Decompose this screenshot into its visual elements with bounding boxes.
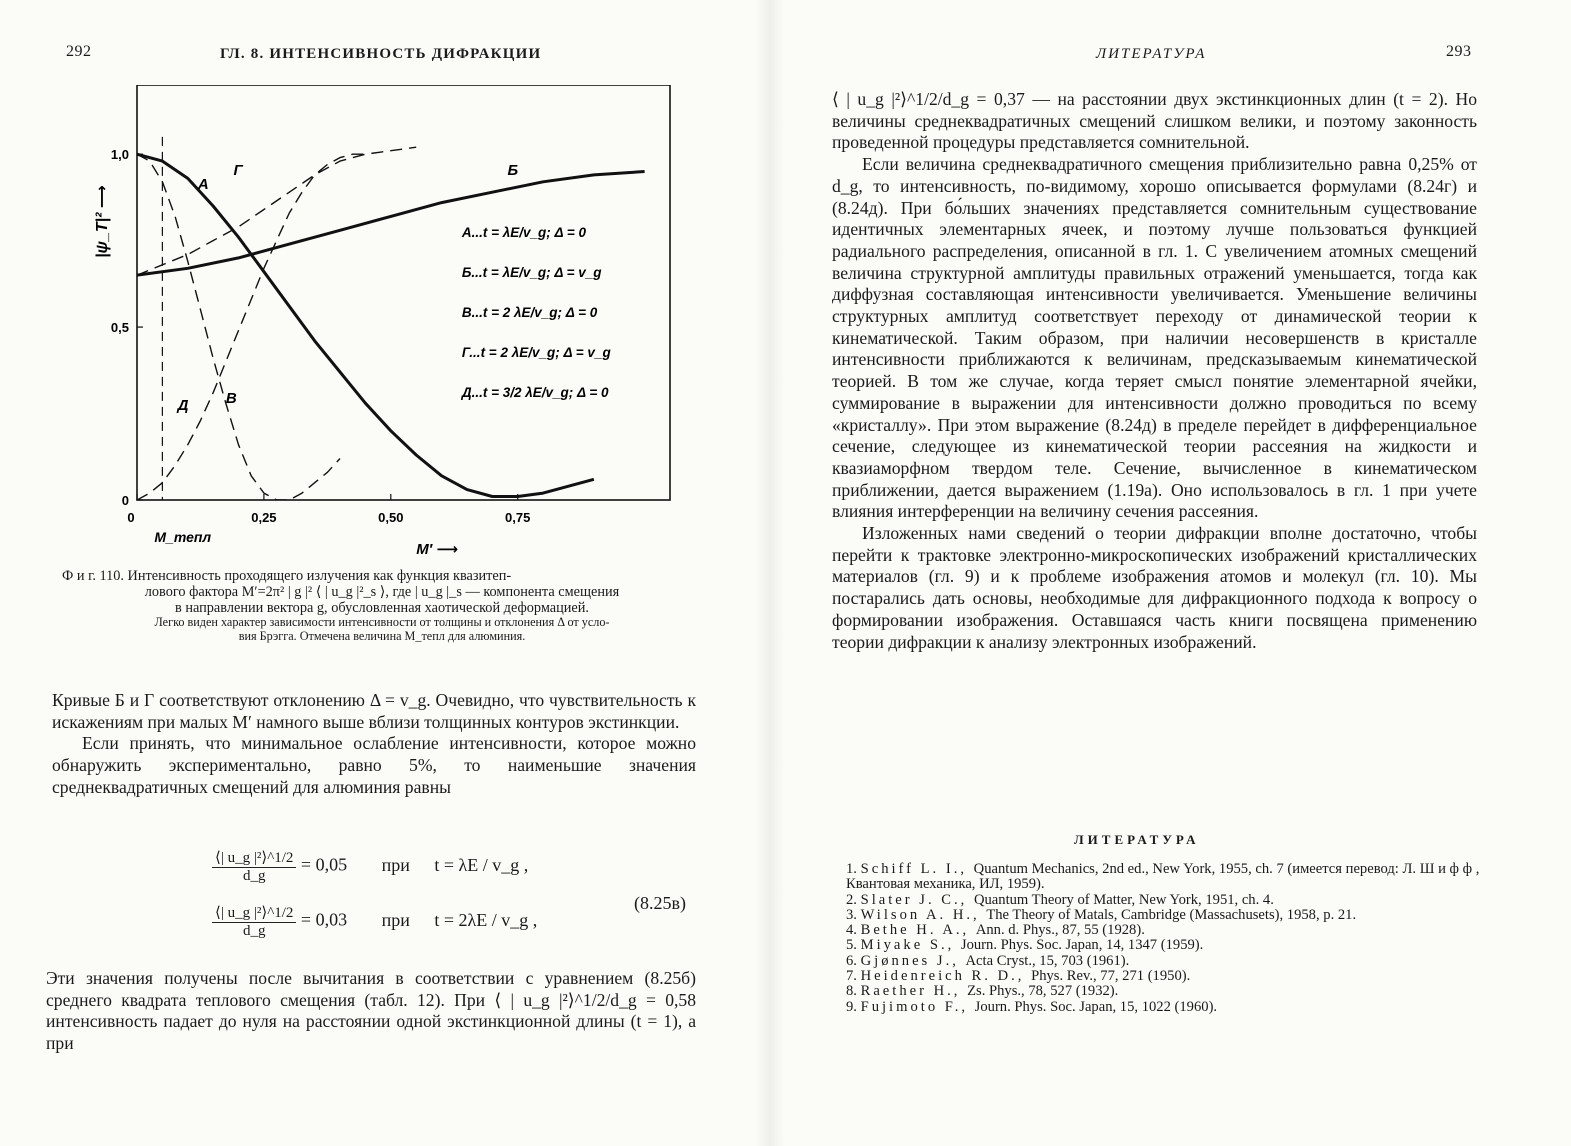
- reference-author: Heidenreich R. D.,: [860, 968, 1032, 985]
- caption-line: Ф и г. 110. Интенсивность проходящего излучения как функция квазитеп-: [62, 568, 512, 584]
- reference-item: [846, 969, 1486, 984]
- curve-label-Г: Г: [233, 161, 243, 179]
- legend-entry: Г...t = 2 λE/v_g; Δ = v_g: [461, 345, 611, 361]
- eq-word: при: [381, 854, 410, 875]
- reference-text: Zs. Phys., 78, 527 (1932).: [967, 983, 1119, 1000]
- series-line-Г: [137, 147, 416, 275]
- reference-item: [846, 862, 1486, 893]
- m-tepl-label: M_тепл: [154, 529, 212, 545]
- paragraph: Изложенных нами сведений о теории дифракции вполне достаточно, чтобы перейти к трактовке электронно-микроскопических изображений кристаллических материалов (гл. 9) и к проблеме изображения атомов и молекул (гл. 10). Мы постарались дать основы, необходимые для дифракционного подхода к вопросу о формировании изображения. Оставшаяся часть книги посвящена применению теории дифракции к анализу электронных изображений.: [832, 523, 1477, 652]
- eq-word: при: [381, 909, 410, 930]
- reference-item: [846, 984, 1486, 999]
- reference-number: 4.: [846, 922, 861, 939]
- references-list: [846, 862, 1486, 1015]
- page-number: 293: [1446, 43, 1472, 60]
- right-body-text: [832, 89, 1477, 653]
- reference-number: 8.: [846, 983, 861, 1000]
- eq-value: = 0,05: [300, 854, 348, 875]
- reference-author: Fujimoto F.,: [860, 998, 975, 1015]
- page-number: 292: [66, 43, 92, 60]
- reference-author: Slater J. C.,: [860, 891, 974, 908]
- reference-text: Ann. d. Phys., 87, 55 (1928).: [975, 922, 1145, 939]
- reference-author: Bethe H. A.,: [860, 922, 976, 939]
- caption-line: лового фактора M′=2π² | g |² ⟨ | u_g |²_s ⟩, где | u_g |_s — компонента смещения: [144, 584, 620, 600]
- reference-author: Schiff L. I.,: [860, 861, 974, 877]
- curve-label-В: В: [225, 390, 237, 408]
- legend-entry: Д...t = 3/2 λE/v_g; Δ = 0: [461, 385, 609, 401]
- curve-label-Б: Б: [507, 161, 519, 179]
- eq-condition: t = 2λE / v_g ,: [434, 909, 538, 930]
- y-axis-label: |ψ_T|² ⟶: [94, 185, 111, 258]
- x-tick-label: 0,75: [505, 510, 531, 525]
- paragraph: Эти значения получены после вычитания в соответствии с уравнением (8.25б) среднего квадрата теплового смещения (табл. 12). При ⟨ | u_g |²⟩^1/2/d_g = 0,58 интенсивность падает до нуля на расстоянии одной экстинкционной длины (t = 1), а при: [46, 968, 696, 1054]
- legend-entry: А...t = λE/v_g; Δ = 0: [461, 225, 587, 241]
- reference-text: Phys. Rev., 77, 271 (1950).: [1031, 968, 1191, 985]
- reference-author: Raether H.,: [860, 983, 968, 1000]
- reference-author: Miyake S.,: [860, 937, 961, 954]
- reference-text: Acta Cryst., 15, 703 (1961).: [965, 952, 1130, 969]
- eq-denominator: d_g: [242, 868, 266, 884]
- y-tick-label: 0,5: [110, 320, 129, 336]
- reference-text: Quantum Theory of Matter, New York, 1951, ch. 4.: [973, 891, 1274, 908]
- reference-item: [846, 908, 1486, 923]
- y-tick-label: 1,0: [110, 147, 129, 163]
- paragraph: ⟨ | u_g |²⟩^1/2/d_g = 0,37 — на расстоянии двух экстинкционных длин (t = 2). Но величины среднеквадратичных смещений слишком велики, и поэтому законность проведенной процедуры представляется сомнительной.: [832, 89, 1477, 153]
- eq-numerator: ⟨| u_g |²⟩^1/2: [212, 848, 296, 868]
- legend-entry: Б...t = λE/v_g; Δ = v_g: [461, 265, 602, 281]
- equation-label: (8.25в): [634, 893, 686, 913]
- reference-number: 1.: [846, 861, 861, 877]
- eq-denominator: d_g: [242, 923, 266, 939]
- paragraph: Если принять, что минимальное ослабление интенсивности, которое можно обнаружить экспериментально, равно 5%, то наименьшие значения среднеквадратичных смещений для алюминия равны: [52, 733, 696, 797]
- reference-item: [846, 1000, 1486, 1015]
- curve-label-А: А: [197, 175, 209, 193]
- x-tick-label: 0,25: [251, 510, 277, 525]
- eq-numerator: ⟨| u_g |²⟩^1/2: [212, 903, 296, 923]
- plot-frame: [137, 85, 670, 500]
- figure-110-chart: [50, 85, 750, 555]
- x-axis-label: M′ ⟶: [416, 541, 458, 555]
- reference-number: 6.: [846, 952, 861, 969]
- eq-condition: t = λE / v_g ,: [434, 854, 529, 875]
- reference-text: Quantum Mechanics, 2nd ed., New York, 1955, ch. 7 (имеется перевод: Л. Ш и ф ф , Квантовая механика, ИЛ, 1959).: [846, 861, 1480, 893]
- caption-note: Легко виден характер зависимости интенсивности от толщины и отклонения Δ от усло-: [154, 615, 610, 629]
- series-line-В: [137, 154, 340, 500]
- paragraph: Кривые Б и Г соответствуют отклонению Δ = v_g. Очевидно, что чувствительность к искажениям при малых M′ намного выше вблизи толщинных контуров экстинкции.: [52, 690, 696, 732]
- running-head: ГЛ. 8. ИНТЕНСИВНОСТЬ ДИФРАКЦИИ: [220, 46, 542, 62]
- reference-item: [846, 893, 1486, 908]
- reference-item: [846, 938, 1486, 953]
- right-page: [786, 0, 1571, 1146]
- reference-number: 5.: [846, 937, 861, 954]
- equation-line-2: [212, 903, 537, 940]
- reference-number: 2.: [846, 891, 861, 908]
- left-page: [0, 0, 785, 1146]
- series-line-Б: [137, 172, 645, 276]
- reference-text: Journ. Phys. Soc. Japan, 14, 1347 (1959).: [960, 937, 1204, 954]
- reference-number: 7.: [846, 968, 861, 985]
- reference-number: 3.: [846, 906, 861, 923]
- series-line-А: [137, 154, 594, 496]
- y-tick-label: 0: [121, 493, 129, 508]
- reference-text: Journ. Phys. Soc. Japan, 15, 1022 (1960).: [974, 998, 1218, 1015]
- reference-number: 9.: [846, 998, 861, 1015]
- curve-label-Д: Д: [177, 397, 189, 415]
- x-tick-label: 0: [127, 510, 135, 525]
- reference-item: [846, 954, 1486, 969]
- left-body-text-2: [46, 968, 696, 1055]
- reference-author: Gjønnes J.,: [860, 952, 966, 969]
- reference-author: Wilson A. H.,: [860, 906, 987, 923]
- references-title: ЛИТЕРАТУРА: [1074, 832, 1200, 847]
- left-body-text: [52, 690, 696, 799]
- caption-line: в направлении вектора g, обусловленная хаотической деформацией.: [175, 600, 589, 616]
- eq-value: = 0,03: [300, 909, 348, 930]
- reference-item: [846, 923, 1486, 938]
- equation-line-1: [212, 848, 528, 885]
- x-tick-label: 0,50: [378, 510, 404, 525]
- paragraph: Если величина среднеквадратичного смещения приблизительно равна 0,25% от d_g, то интенсивность, по-видимому, хорошо описывается формулами (8.24г) и (8.24д). При бо́льших значениях представляется сомнительным существование идентичных элементарных ячеек, и поэтому лучше пользоваться функцией радиального распределения, описанной в гл. 1. С увеличением атомных смещений величина структурной амплитуды правильных отражений уменьшается, тогда как диффузная составляющая интенсивности увеличивается. Уменьшение величины структурных амплитуд соответствует переходу от динамической теории к кинематической. Таким образом, при наличии несовершенств в кристалле интенсивности приближаются к величинам, предсказываемым кинематической теорией. В том же случае, когда теряет смысл понятие элементарной ячейки, суммирование в выражении для интенсивности должно проводиться по всему «кристаллу». При этом выражение (8.24д) в пределе перейдет в дифференциальное сечение, следующее из кинематической теории рассеяния на жидкости и квазиаморфном твердом теле. Сечение, вычисленное в кинематическом приближении, дается выражением (1.19а). Оно использовалось в гл. 1 при учете влияния интерференции на величину сечения рассеяния.: [832, 154, 1477, 522]
- legend-entry: В...t = 2 λE/v_g; Δ = 0: [461, 305, 598, 321]
- reference-text: The Theory of Matals, Cambridge (Massachusets), 1958, p. 21.: [986, 906, 1357, 923]
- caption-note: вия Брэгга. Отмечена величина M_тепл для алюминия.: [238, 628, 526, 643]
- running-head: ЛИТЕРАТУРА: [1096, 46, 1207, 62]
- figure-caption: [62, 568, 702, 643]
